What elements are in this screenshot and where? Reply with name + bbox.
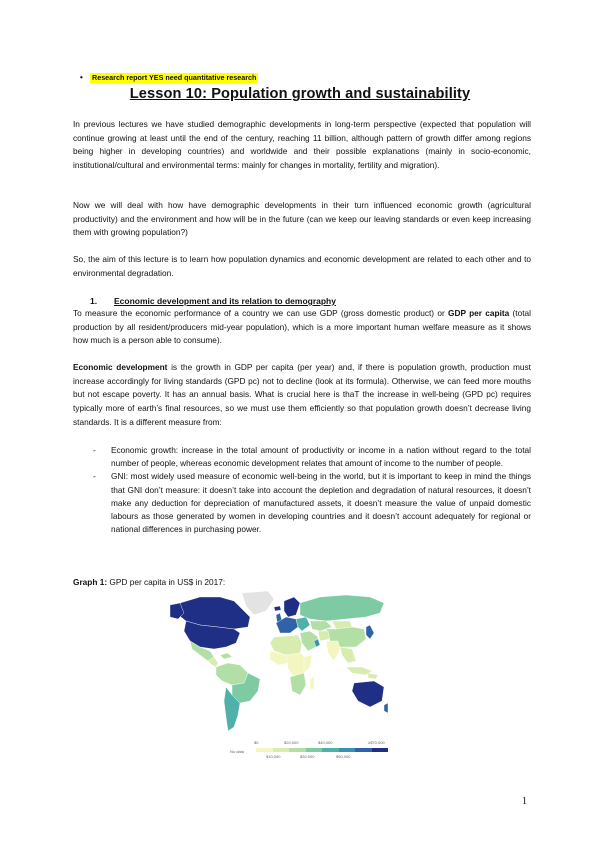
iceland (274, 606, 281, 611)
legend-color-scale (256, 748, 388, 752)
legend-swatch (322, 748, 339, 752)
east-africa (304, 655, 312, 673)
section-number: 1. (90, 296, 98, 306)
korea-japan (366, 625, 374, 639)
australia (352, 681, 384, 707)
madagascar (310, 677, 314, 689)
legend-swatch (306, 748, 323, 752)
gdp-per-capita-term: GDP per capita (448, 308, 510, 318)
iran-central-asia (318, 631, 330, 641)
legend-tick: $10,000 (266, 754, 281, 759)
graph-caption (73, 577, 225, 587)
graph-caption-text: GPD per capita in US$ in 2017: (107, 577, 226, 587)
papua (368, 673, 378, 679)
new-zealand (384, 703, 388, 713)
greenland (242, 591, 274, 615)
legend-tick: $20,000 (284, 740, 299, 745)
legend-swatch (256, 748, 273, 752)
legend-swatch (372, 748, 389, 752)
south-america-north (216, 663, 248, 685)
list-item-text: GNI: most widely used measure of economic well-being in the world, but it is important to keep in mind the things that GNI don’t measure: it doesn’t take into account the depletion and degradation of natural resources, it doesn’t make any deduction for depreciation of manufactured assets, it doesn’t measure the value of unpaid domestic labours as those generated by women in developing countries and it doesn’t account adequately for regional or national differences in purchasing power. (111, 471, 531, 535)
list-item-text: Economic growth: increase in the total amount of productivity or income in a nation without regard to the total number of people, whereas economic development relates that amount of income to the number of people. (111, 445, 531, 469)
caribbean (220, 653, 232, 659)
page-number: 1 (522, 796, 527, 807)
scandinavia (284, 597, 300, 617)
world-gdp-map (170, 591, 388, 741)
list-dash: - (93, 471, 96, 482)
graph-label: Graph 1: (73, 577, 108, 587)
paragraph-demography: Now we will deal with how have demographic developments in their turn influenced economic growth (agricultural productivity) and the environment and how will be in the future (can we keep our leaving standards or even keep increasing them with growing population?) (73, 200, 531, 238)
india (326, 641, 340, 661)
gdp-text-c: (total production by all resident/producers mid-year population), which is a more important human welfare measure as it shows how much is a person able to consume). (73, 308, 531, 346)
gdp-text-a: To measure the economic performance of a country we can use GDP (gross domestic product) or (73, 308, 448, 318)
paragraph-aim: So, the aim of this lecture is to learn how population dynamics and economic development are related to each other and to environmental degradation. (73, 254, 531, 278)
paragraph-economic-development (73, 361, 531, 430)
legend-swatch (273, 748, 290, 752)
section-heading (90, 296, 336, 306)
legend-tick: $30,000 (300, 754, 315, 759)
economic-development-text: is the growth in GDP per capita (per year) and, if there is population growth, production must increase accordingly for living standards (GPD pc) not to decline (look at its formula). Otherwise, we can feed more mouths but not escape poverty. It has an annual basis. What is crucial here is thaT the increase in well-being (GPD pc) requires typically more of earth’s final resources, so we must use them efficiently so that population growth doesn’t decrease living standards. It is a different measure from: (73, 362, 531, 427)
paragraph-gdp (73, 307, 531, 348)
legend-tick: $40,000 (318, 740, 333, 745)
list-item (93, 444, 531, 470)
russia (300, 595, 384, 621)
highlighted-note (80, 73, 258, 83)
economic-development-term: Economic development (73, 362, 168, 372)
legend-swatch (289, 748, 306, 752)
legend-swatch (339, 748, 356, 752)
southern-africa (290, 673, 306, 695)
legend-tick: $0 (254, 740, 259, 745)
note-text: Research report YES need quantitative research (92, 73, 257, 82)
note-bullet: • (80, 73, 83, 82)
legend-tick: ≥$70,000 (368, 740, 385, 745)
eastern-europe (296, 617, 310, 631)
legend-tick: $50,000 (336, 754, 351, 759)
southeast-asia (340, 647, 356, 663)
list-item (93, 470, 531, 536)
legend-no-data: No data (230, 749, 245, 754)
section-title: Economic development and its relation to demography (114, 296, 336, 306)
dash-list (93, 444, 531, 536)
page-title: Lesson 10: Population growth and sustainability (129, 86, 471, 102)
legend-swatch (355, 748, 372, 752)
paragraph-intro: In previous lectures we have studied demographic developments in long-term perspective (expected that population will continue growing at least until the end of the century, reaching 11 billion, although pattern of growth differ among regions being higher in developing countries) and worldwide and their possible explanations (mainly in socio-economic, institutional/cultural and environmental terms: mainly for changes in mortality, fertility and migration). (73, 119, 531, 171)
map-legend (230, 740, 388, 768)
list-dash: - (93, 445, 96, 455)
